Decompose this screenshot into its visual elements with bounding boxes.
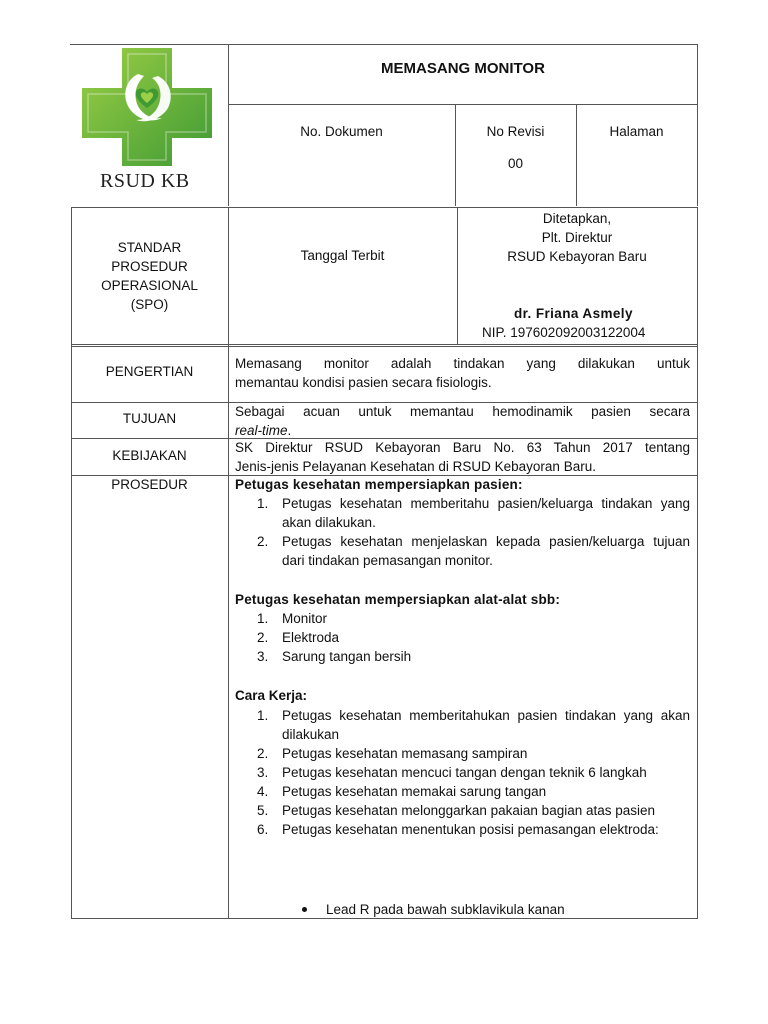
list-text: Petugas kesehatan melonggarkan pakaian bagian atas pasien [282,803,656,818]
list-number: 1. [257,708,269,723]
spo-label-line: PROSEDUR [111,259,188,274]
tujuan-line-end: . [287,423,292,438]
work-steps-list [238,706,690,839]
kebijakan-line: Jenis-jenis Pelayanan Kesehatan di RSUD Kebayoran Baru. [235,459,596,474]
list-item [238,628,690,647]
section-heading: Cara Kerja: [235,688,308,703]
approval-block [457,209,697,266]
list-number: 6. [257,822,269,837]
pengertian-line: memantau kondisi pasien secara fisiologis. [235,375,492,390]
list-item [238,763,690,782]
pengertian-text [235,354,690,392]
spo-label-line: (SPO) [130,297,169,312]
list-number: 5. [257,803,269,818]
tujuan-italic-term: real-time [235,423,288,438]
doc-number-label: No. Dokumen [300,124,383,139]
spo-label-line: STANDAR [117,240,182,255]
bullet-text: Lead R pada bawah subklavikula kanan [326,902,565,917]
approval-position: Plt. Direktur [541,230,613,245]
tujuan-line: Sebagai acuan untuk memantau hemodinamik pasien secara [235,404,690,419]
prep-patient-list [238,494,690,570]
logo-text: RSUD KB [100,170,190,192]
section-heading: Petugas kesehatan mempersiapkan alat-alat sbb: [235,592,561,607]
tujuan-label: TUJUAN [122,411,177,426]
approver-name: dr. Friana Asmely [514,306,633,321]
list-number: 3. [257,765,269,780]
list-text: Petugas kesehatan memberitahu pasien/keluarga tindakan yang akan dilakukan. [282,496,690,530]
approver-nip: NIP. 197602092003122004 [482,325,646,340]
approval-ditetapkan: Ditetapkan, [542,211,612,226]
prosedur-label: PROSEDUR [111,477,188,492]
hospital-logo [80,46,220,196]
section-heading: Petugas kesehatan mempersiapkan pasien: [235,477,523,492]
list-text: Elektroda [282,630,340,645]
equipment-list [238,609,690,666]
list-number: 1. [257,611,269,626]
revision-label: No Revisi [486,124,545,139]
list-item [238,706,690,744]
list-item [238,820,690,839]
list-text: Petugas kesehatan mencuci tangan dengan teknik 6 langkah [282,765,647,780]
list-item [238,801,690,820]
list-text: Petugas kesehatan menentukan posisi pemasangan elektroda: [282,822,659,837]
list-number: 4. [257,784,269,799]
list-text: Petugas kesehatan memakai sarung tangan [282,784,547,799]
kebijakan-text [235,438,690,476]
spo-label [71,238,228,314]
spo-label-line: OPERASIONAL [101,278,198,293]
pengertian-line: Memasang monitor adalah tindakan yang dilakukan untuk [235,356,690,371]
list-item [238,744,690,763]
list-text: Petugas kesehatan memasang sampiran [282,746,528,761]
list-item [238,494,690,532]
bullet-dot-icon [302,907,307,912]
list-number: 3. [257,649,269,664]
list-item [238,532,690,570]
list-text: Monitor [282,611,328,626]
tujuan-text [235,402,690,440]
document-title: MEMASANG MONITOR [381,60,545,77]
list-item [238,782,690,801]
list-number: 2. [257,746,269,761]
list-text: Sarung tangan bersih [282,649,412,664]
list-number: 2. [257,630,269,645]
kebijakan-label: KEBIJAKAN [112,448,187,463]
issue-date-label: Tanggal Terbit [300,248,385,263]
list-item [238,647,690,666]
list-number: 2. [257,534,269,549]
list-item [238,609,690,628]
kebijakan-line: SK Direktur RSUD Kebayoran Baru No. 63 Tahun 2017 tentang [235,440,690,455]
revision-value: 00 [508,156,524,171]
approval-institution: RSUD Kebayoran Baru [507,249,647,264]
page-label: Halaman [609,124,664,139]
list-text: Petugas kesehatan memberitahukan pasien tindakan yang akan dilakukan [282,708,690,742]
list-number: 1. [257,496,269,511]
electrode-bullet [302,900,692,919]
list-text: Petugas kesehatan menjelaskan kepada pasien/keluarga tujuan dari tindakan pemasangan monitor. [282,534,690,568]
pengertian-label: PENGERTIAN [105,364,194,379]
